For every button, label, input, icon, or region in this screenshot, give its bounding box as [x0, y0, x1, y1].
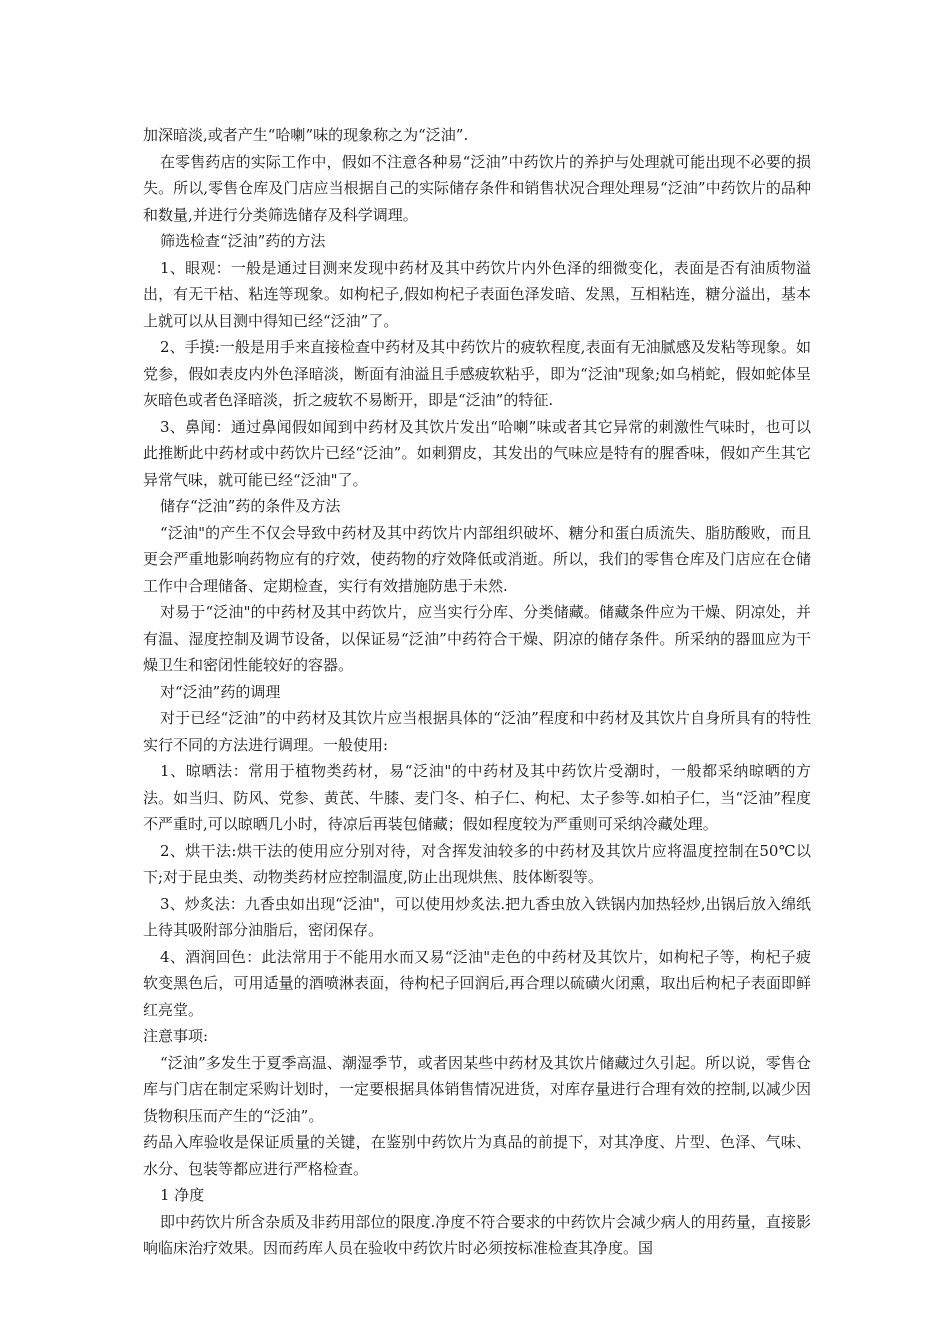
paragraph: 对于已经“泛油”的中药材及其饮片应当根据具体的“泛油”程度和中药材及其饮片自身所具有的特性实行不同的方法进行调理。一般使用:: [143, 709, 811, 754]
section-heading: 对“泛油”药的调理: [160, 682, 281, 701]
paragraph: 药品入库验收是保证质量的关键，在鉴别中药饮片为真品的前提下，对其净度、片型、色泽、气味、水分、包装等都应进行严格检查。: [143, 1133, 811, 1178]
section-heading: 储存“泛油”药的条件及方法: [160, 497, 341, 515]
paragraph: 注意事项:: [143, 1027, 209, 1045]
paragraph: 在零售药店的实际工作中，假如不注意各种易“泛油”中药饮片的养护与处理就可能出现不必要的损失。所以,零售仓库及门店应当根据自己的实际储存条件和销售状况合理处理易“泛油”中药饮片的品种和数量,并进行分类筛选储存及科学调理。: [143, 152, 811, 224]
document-body: [143, 122, 811, 1262]
paragraph: 即中药饮片所含杂质及非药用部位的限度.净度不符合要求的中药饮片会减少病人的用药量，直接影响临床治疗效果。因而药库人员在验收中药饮片时必须按标准检查其净度。国: [143, 1212, 811, 1257]
paragraph: 3、鼻闻：通过鼻闻假如闻到中药材及其饮片发出“哈喇”味或者其它异常的刺激性气味时，也可以此推断此中药材或中药饮片已经“泛油”。如刺猬皮，其发出的气味应是特有的腥香味，假如产生其它异常气味，就可能已经“泛油"了。: [143, 417, 811, 489]
paragraph: 3、炒炙法：九香虫如出现“泛油"，可以使用炒炙法.把九香虫放入铁锅内加热轻炒,出锅后放入绵纸上待其吸附部分油脂后，密闭保存。: [143, 894, 811, 939]
paragraph: 对易于“泛油"的中药材及其中药饮片，应当实行分库、分类储藏。储藏条件应为干燥、阴凉处，并有温、湿度控制及调节设备，以保证易“泛油”中药符合干燥、阴凉的储存条件。所采纳的器皿应为干燥卫生和密闭性能较好的容器。: [143, 603, 811, 674]
paragraph: 2、手摸:一般是用手来直接检查中药材及其中药饮片的疲软程度,表面有无油腻感及发粘等现象。如党参，假如表皮内外色泽暗淡，断面有油溢且手感疲软粘乎，即为“泛油"现象;如乌梢蛇，假如蛇体呈灰暗色或者色泽暗淡，折之疲软不易断开，即是“泛油”的特征.: [143, 338, 811, 409]
paragraph: 1、眼观：一般是通过目测来发现中药材及其中药饮片内外色泽的细微变化，表面是否有油质物溢出，有无干枯、粘连等现象。如枸杞子,假如枸杞子表面色泽发暗、发黑，互相粘连，糖分溢出，基本上就可以从目测中得知已经“泛油”了。: [143, 258, 811, 330]
paragraph: 1、晾晒法：常用于植物类药材，易“泛油"的中药材及其中药饮片受潮时，一般都采纳晾晒的方法。如当归、防风、党参、黄芪、牛膝、麦门冬、柏子仁、枸杞、太子参等.如柏子仁，当“泛油”程度不严重时,可以晾晒几小时，待凉后再装包储藏；假如程度较为严重则可采纳冷藏处理。: [143, 762, 811, 833]
paragraph: “泛油"的产生不仅会导致中药材及其中药饮片内部组织破坏、糖分和蛋白质流失、脂肪酸败，而且更会严重地影响药物应有的疗效，使药物的疗效降低或消逝。所以，我们的零售仓库及门店应在仓储工作中合理储备、定期检查，实行有效措施防患于未然.: [143, 523, 811, 595]
section-heading: 筛选检查“泛油”药的方法: [160, 232, 326, 250]
paragraph: 2、烘干法:烘干法的使用应分别对待，对含挥发油较多的中药材及其饮片应将温度控制在50℃以下;对于昆虫类、动物类药材应控制温度,防止出现烘焦、肢体断裂等。: [143, 841, 811, 886]
paragraph: “泛油”多发生于夏季高温、潮湿季节，或者因某些中药材及其饮片储藏过久引起。所以说，零售仓库与门店在制定采购计划时，一定要根据具体销售情况进货，对库存量进行合理有效的控制,以减少因货物积压而产生的“泛油”。: [143, 1053, 811, 1125]
paragraph: 4、酒润回色：此法常用于不能用水而又易“泛油"走色的中药材及其饮片，如枸杞子等，枸杞子疲软变黑色后，可用适量的酒喷淋表面，待枸杞子回润后,再合理以硫磺火闭熏，取出后枸杞子表面即鲜红亮堂。: [143, 947, 811, 1019]
section-heading: 1 净度: [160, 1186, 205, 1204]
paragraph: 加深暗淡,或者产生“哈喇”味的现象称之为“泛油”.: [143, 126, 469, 144]
